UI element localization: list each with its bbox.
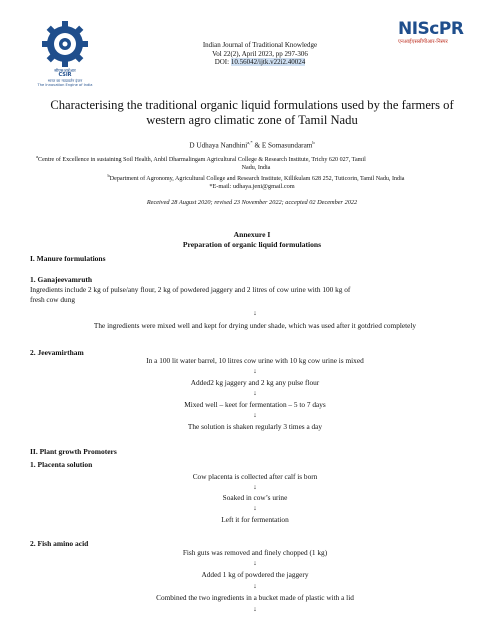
author-1-sup: a,* — [247, 140, 253, 145]
niscpr-logo — [398, 20, 484, 54]
annexure-subtitle: Preparation of organic liquid formulations — [182, 240, 322, 249]
logo-line-tagline-en: The Innovation Engine of India — [37, 83, 93, 87]
aff-1-cont: Nadu, India — [241, 164, 271, 171]
down-arrow-icon: ↓ — [253, 367, 257, 375]
logo-line-tagline-hi: भारत का नवप्रवर्तन इंजन — [47, 78, 83, 83]
down-arrow-icon: ↓ — [253, 483, 257, 491]
article-dates: Received 28 August 2020; revised 23 November 2022; accepted 02 December 2022 — [146, 199, 358, 206]
aff-1-text: Centre of Excellence in sustaining Soil Health, Anbil Dharmalingam Agricultural College & Research Institute, Trichy 620 027, Tamil — [38, 157, 366, 164]
author-2: E Somasundaram — [261, 141, 313, 150]
ganajeevamruth-heading: 1. Ganajeevamruth — [30, 275, 93, 284]
journal-doi-line — [150, 58, 370, 67]
authors-line — [20, 140, 484, 149]
fish-step-2: Added 1 kg of powdered the jaggery — [201, 570, 309, 579]
doi-link[interactable]: 10.56042/ijtk.v22i2.40024 — [230, 58, 306, 67]
jeevamirtham-step-2: Added2 kg jaggery and 2 kg any pulse flour — [190, 378, 320, 387]
section-manure-heading: I. Manure formulations — [30, 254, 106, 263]
down-arrow-icon: ↓ — [253, 389, 257, 397]
ganajeevamruth-step: The ingredients were mixed well and kept for drying under shade, which was used after it gotdried completely — [93, 321, 417, 330]
logo-line-hindi: सीएसआईआर — [54, 68, 76, 73]
fish-step-3: Combined the two ingredients in a bucket made of plastic with a lid — [156, 593, 354, 602]
annexure-title: Annexure I — [233, 230, 271, 239]
aff-1-sup: a — [36, 154, 38, 159]
annexure-heading — [20, 230, 484, 250]
down-arrow-icon: ↓ — [253, 582, 257, 590]
affiliation-1 — [36, 153, 476, 172]
down-arrow-icon: ↓ — [253, 559, 257, 567]
section-growth-heading: II. Plant growth Promoters — [30, 447, 117, 456]
placenta-step-1: Cow placenta is collected after calf is born — [192, 472, 318, 481]
author-email: *E-mail: udhaya.jeni@gmail.com — [209, 183, 295, 190]
csir-logo — [30, 18, 100, 92]
author-1: D Udhaya Nandhini — [189, 141, 248, 150]
author-2-sup: b — [312, 140, 315, 145]
down-arrow-icon: ↓ — [253, 309, 257, 317]
article-title — [20, 98, 484, 129]
down-arrow-icon: ↓ — [253, 605, 257, 613]
aff-2-sup: b — [107, 173, 110, 178]
journal-name: Indian Journal of Traditional Knowledge — [202, 41, 318, 49]
niscpr-wordmark: NIScPR — [398, 19, 464, 39]
title-line-2: western agro climatic zone of Tamil Nadu — [146, 113, 358, 128]
journal-volume: Vol 22(2), April 2023, pp 297-306 — [212, 49, 308, 58]
placenta-heading: 1. Placenta solution — [30, 460, 93, 469]
logo-line-csir: CSIR — [58, 72, 72, 78]
placenta-step-3: Left it for fermentation — [221, 515, 289, 524]
jeevamirtham-step-1: In a 100 lit water barrel, 10 litres cow urine with 10 kg cow urine is mixed — [146, 356, 364, 365]
journal-info — [150, 41, 370, 67]
down-arrow-icon: ↓ — [253, 504, 257, 512]
affiliation-2 — [36, 172, 476, 184]
doi-label: DOI: — [214, 58, 230, 67]
author-and: & — [252, 141, 262, 150]
fish-step-1: Fish guts was removed and finely chopped (1 kg) — [182, 548, 328, 557]
jeevamirtham-heading: 2. Jeevamirtham — [30, 348, 84, 357]
aff-2-text: Department of Agronomy, Agricultural College and Research Institute, Killikulam 628 252, Tuticorin, Tamil Nadu, India — [109, 176, 405, 183]
ganajeevamruth-ing-line2: fresh cow dung — [30, 295, 75, 304]
fish-heading: 2. Fish amino acid — [30, 539, 89, 548]
niscpr-sub: एनआईएससीपीआर-निस्पर — [398, 39, 448, 45]
jeevamirtham-step-3: Mixed well – keet for fermentation – 5 to 7 days — [184, 400, 326, 409]
jeevamirtham-step-4: The solution is shaken regularly 3 times a day — [187, 422, 323, 431]
down-arrow-icon: ↓ — [253, 411, 257, 419]
title-line-1: Characterising the traditional organic liquid formulations used by the farmers of — [50, 98, 454, 112]
ganajeevamruth-ingredients — [30, 285, 482, 305]
ganajeevamruth-ing-line1: Ingredients include 2 kg of pulse/any flour, 2 kg of powdered jaggery and 2 litres of cow urine with 100 kg of — [30, 285, 351, 294]
placenta-step-2: Soaked in cow’s urine — [222, 493, 288, 502]
